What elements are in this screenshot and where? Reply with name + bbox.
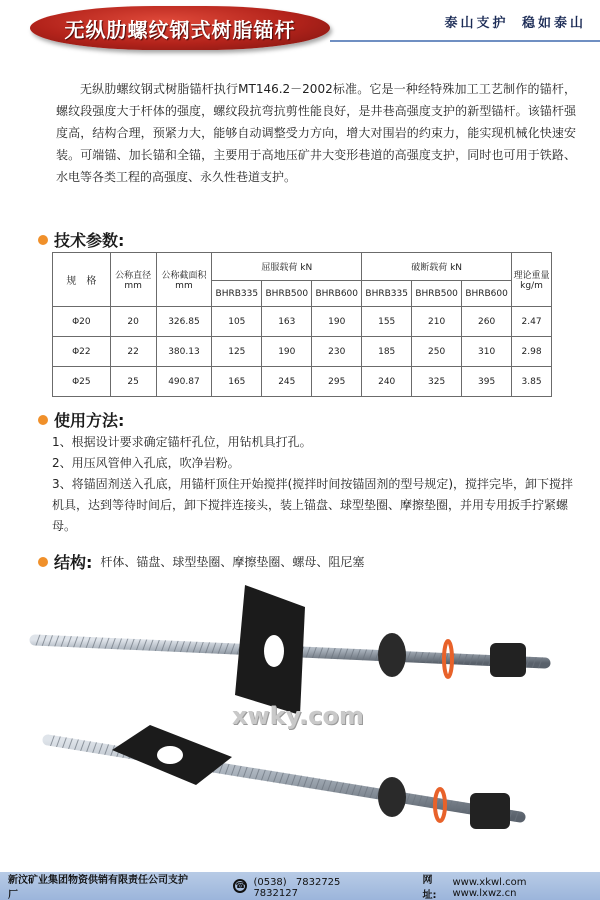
slogan: 泰山支护 稳如泰山	[444, 16, 586, 31]
page-title: 无纵肋螺纹钢式树脂锚杆	[64, 17, 296, 42]
intro-paragraph: 无纵肋螺纹钢式树脂锚杆执行MT146.2－2002标准。它是一种经特殊加工工艺制作的锚杆，螺纹段强度大于杆体的强度，螺纹段抗弯抗剪性能良好，是井巷高强度支护的新型锚杆。该锚杆强度高，结构合理，预紧力大，能够自动调整受力方向，增大对围岩的约束力，能实现机械化快速安装。可端锚、加长锚和全锚，主要用于高地压矿井大变形巷道的高强度支护，同时也可用于铁路、水电等各类工程的高强度、永久性巷道支护。	[56, 82, 576, 184]
ball-washer	[378, 633, 406, 677]
table-row	[53, 307, 552, 337]
spec-heading	[38, 228, 124, 251]
usage-steps	[52, 432, 582, 537]
col-area	[156, 253, 212, 307]
bullet-icon	[38, 557, 48, 567]
col-weight-label: 理论重量	[513, 271, 550, 281]
cell-weight: 2.47	[512, 307, 552, 337]
grade-header: BHRB600	[462, 281, 512, 307]
website-links[interactable]: www.xkwl.com www.lxwz.cn	[452, 877, 537, 899]
phone-icon: ☎	[233, 879, 247, 893]
col-yield: 屈服载荷 kN	[212, 253, 362, 281]
cell-area: 326.85	[156, 307, 212, 337]
cell-weight: 2.98	[512, 337, 552, 367]
cell-break: 250	[412, 337, 462, 367]
usage-step: 2、用压风管伸入孔底，吹净岩粉。	[52, 456, 240, 470]
grade-header: BHRB600	[312, 281, 362, 307]
watermark: xwky.com	[232, 702, 364, 730]
cell-yield: 295	[312, 367, 362, 397]
spec-table	[52, 252, 552, 397]
usage-step: 3、将锚固剂送入孔底，用锚杆顶住开始搅拌(搅拌时间按锚固剂的型号规定)，搅拌完毕，卸下搅拌机具，达到等待时间后，卸下搅拌连接头，装上锚盘、球型垫圈、摩擦垫圈，并用专用扳手拧紧螺母。	[52, 477, 574, 533]
cell-yield: 165	[212, 367, 262, 397]
cell-yield: 125	[212, 337, 262, 367]
cell-break: 395	[462, 367, 512, 397]
cell-break: 260	[462, 307, 512, 337]
cell-yield: 163	[262, 307, 312, 337]
structure-heading	[38, 550, 364, 573]
bolt-upper	[35, 585, 545, 715]
cell-weight: 3.85	[512, 367, 552, 397]
nut	[490, 643, 526, 677]
cell-spec: Φ25	[53, 367, 111, 397]
col-diameter	[110, 253, 156, 307]
cell-area: 490.87	[156, 367, 212, 397]
spec-heading-label: 技术参数:	[54, 231, 125, 250]
bullet-icon	[38, 235, 48, 245]
usage-heading	[38, 408, 124, 431]
cell-spec: Φ22	[53, 337, 111, 367]
nut	[470, 793, 510, 829]
product-photo	[0, 585, 600, 875]
col-spec: 规 格	[53, 253, 111, 307]
cell-yield: 190	[312, 307, 362, 337]
cell-yield: 230	[312, 337, 362, 367]
col-weight-unit: kg/m	[520, 281, 543, 291]
bolt-lower	[48, 725, 520, 829]
col-diameter-unit: mm	[124, 281, 142, 291]
header-divider	[330, 40, 600, 42]
cell-break: 325	[412, 367, 462, 397]
page-header	[0, 0, 600, 50]
structure-heading-label: 结构:	[54, 553, 93, 572]
grade-header: BHRB500	[412, 281, 462, 307]
col-area-unit: mm	[175, 281, 193, 291]
col-diameter-label: 公称直径	[115, 271, 152, 281]
col-area-label: 公称截面积	[161, 271, 207, 281]
company-name: 新汶矿业集团物资供销有限责任公司支护厂	[8, 875, 188, 900]
usage-step: 1、根据设计要求确定锚杆孔位，用钻机具打孔。	[52, 435, 312, 449]
cell-break: 210	[412, 307, 462, 337]
cell-spec: Φ20	[53, 307, 111, 337]
cell-diameter: 25	[110, 367, 156, 397]
page-footer	[0, 872, 600, 900]
ball-washer	[378, 777, 406, 817]
table-row	[53, 337, 552, 367]
bullet-icon	[38, 415, 48, 425]
cell-break: 240	[362, 367, 412, 397]
title-banner	[30, 6, 330, 50]
cell-yield: 105	[212, 307, 262, 337]
cell-break: 155	[362, 307, 412, 337]
cell-break: 185	[362, 337, 412, 367]
table-row	[53, 367, 552, 397]
structure-items: 杆体、锚盘、球型垫圈、摩擦垫圈、螺母、阻尼塞	[100, 555, 365, 569]
col-break: 破断载荷 kN	[362, 253, 512, 281]
grade-header: BHRB335	[212, 281, 262, 307]
grade-header: BHRB500	[262, 281, 312, 307]
cell-break: 310	[462, 337, 512, 367]
col-weight	[512, 253, 552, 307]
phone-numbers: (0538) 7832725 7832127	[253, 877, 351, 899]
cell-diameter: 22	[110, 337, 156, 367]
cell-yield: 190	[262, 337, 312, 367]
usage-heading-label: 使用方法:	[54, 411, 125, 430]
cell-diameter: 20	[110, 307, 156, 337]
cell-area: 380.13	[156, 337, 212, 367]
cell-yield: 245	[262, 367, 312, 397]
grade-header: BHRB335	[362, 281, 412, 307]
website-label: 网址:	[422, 875, 437, 900]
